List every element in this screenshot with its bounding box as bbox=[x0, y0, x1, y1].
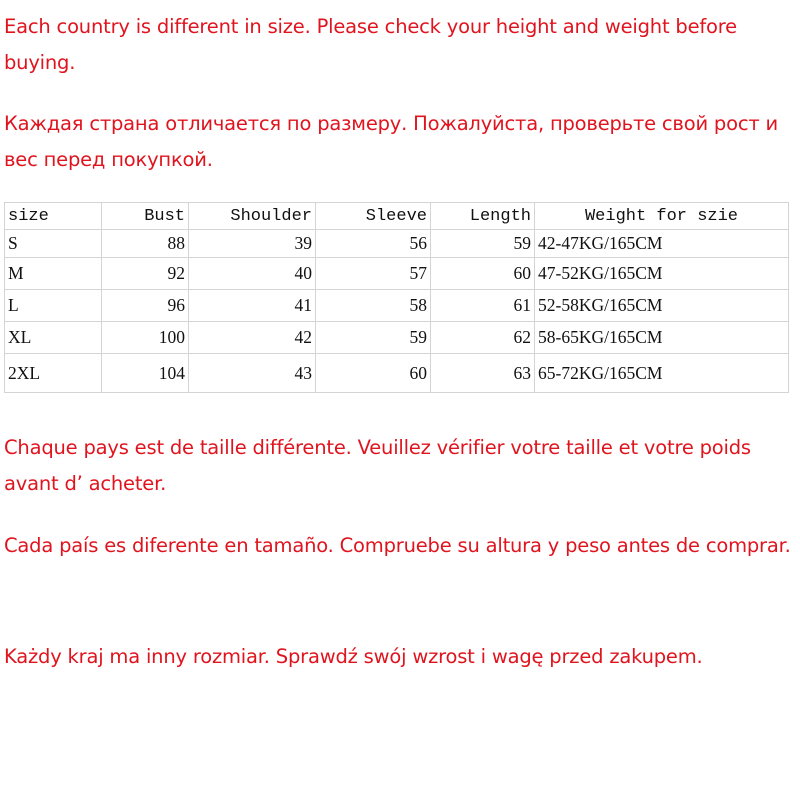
header-shoulder: Shoulder bbox=[189, 203, 316, 230]
cell-shoulder: 42 bbox=[189, 322, 316, 354]
cell-length: 63 bbox=[431, 354, 535, 393]
cell-shoulder: 41 bbox=[189, 290, 316, 322]
notice-polish: Każdy kraj ma inny rozmiar. Sprawdź swój wzrost i wagę przed zakupem. bbox=[4, 645, 703, 668]
header-weight: Weight for szie bbox=[535, 203, 789, 230]
cell-sleeve: 57 bbox=[316, 258, 431, 290]
cell-weight: 58-65KG/165CM bbox=[535, 322, 789, 354]
header-sleeve: Sleeve bbox=[316, 203, 431, 230]
cell-bust: 88 bbox=[102, 230, 189, 258]
cell-size: 2XL bbox=[5, 354, 102, 393]
cell-length: 60 bbox=[431, 258, 535, 290]
cell-sleeve: 60 bbox=[316, 354, 431, 393]
cell-shoulder: 43 bbox=[189, 354, 316, 393]
cell-sleeve: 58 bbox=[316, 290, 431, 322]
table-header-row bbox=[5, 203, 789, 230]
cell-size: S bbox=[5, 230, 102, 258]
cell-length: 62 bbox=[431, 322, 535, 354]
size-chart-table bbox=[4, 202, 789, 393]
cell-bust: 96 bbox=[102, 290, 189, 322]
cell-weight: 47-52KG/165CM bbox=[535, 258, 789, 290]
header-length: Length bbox=[431, 203, 535, 230]
cell-length: 61 bbox=[431, 290, 535, 322]
cell-weight: 42-47KG/165CM bbox=[535, 230, 789, 258]
table-row bbox=[5, 290, 789, 322]
cell-sleeve: 59 bbox=[316, 322, 431, 354]
table-row bbox=[5, 230, 789, 258]
table-row bbox=[5, 258, 789, 290]
table-row bbox=[5, 354, 789, 393]
cell-size: M bbox=[5, 258, 102, 290]
cell-sleeve: 56 bbox=[316, 230, 431, 258]
cell-shoulder: 39 bbox=[189, 230, 316, 258]
cell-size: XL bbox=[5, 322, 102, 354]
cell-bust: 92 bbox=[102, 258, 189, 290]
notice-french: Chaque pays est de taille différente. Veuillez vérifier votre taille et votre poids avant d’ acheter. bbox=[4, 436, 751, 495]
cell-weight: 65-72KG/165CM bbox=[535, 354, 789, 393]
notice-russian: Каждая страна отличается по размеру. Пожалуйста, проверьте свой рост и вес перед покупкой. bbox=[4, 112, 778, 171]
cell-bust: 104 bbox=[102, 354, 189, 393]
table-row bbox=[5, 322, 789, 354]
notice-spanish: Cada país es diferente en tamaño. Compruebe su altura y peso antes de comprar. bbox=[4, 534, 791, 557]
cell-shoulder: 40 bbox=[189, 258, 316, 290]
cell-length: 59 bbox=[431, 230, 535, 258]
cell-size: L bbox=[5, 290, 102, 322]
header-bust: Bust bbox=[102, 203, 189, 230]
cell-weight: 52-58KG/165CM bbox=[535, 290, 789, 322]
header-size: size bbox=[5, 203, 102, 230]
cell-bust: 100 bbox=[102, 322, 189, 354]
notice-english: Each country is different in size. Please check your height and weight before buying. bbox=[4, 15, 737, 74]
